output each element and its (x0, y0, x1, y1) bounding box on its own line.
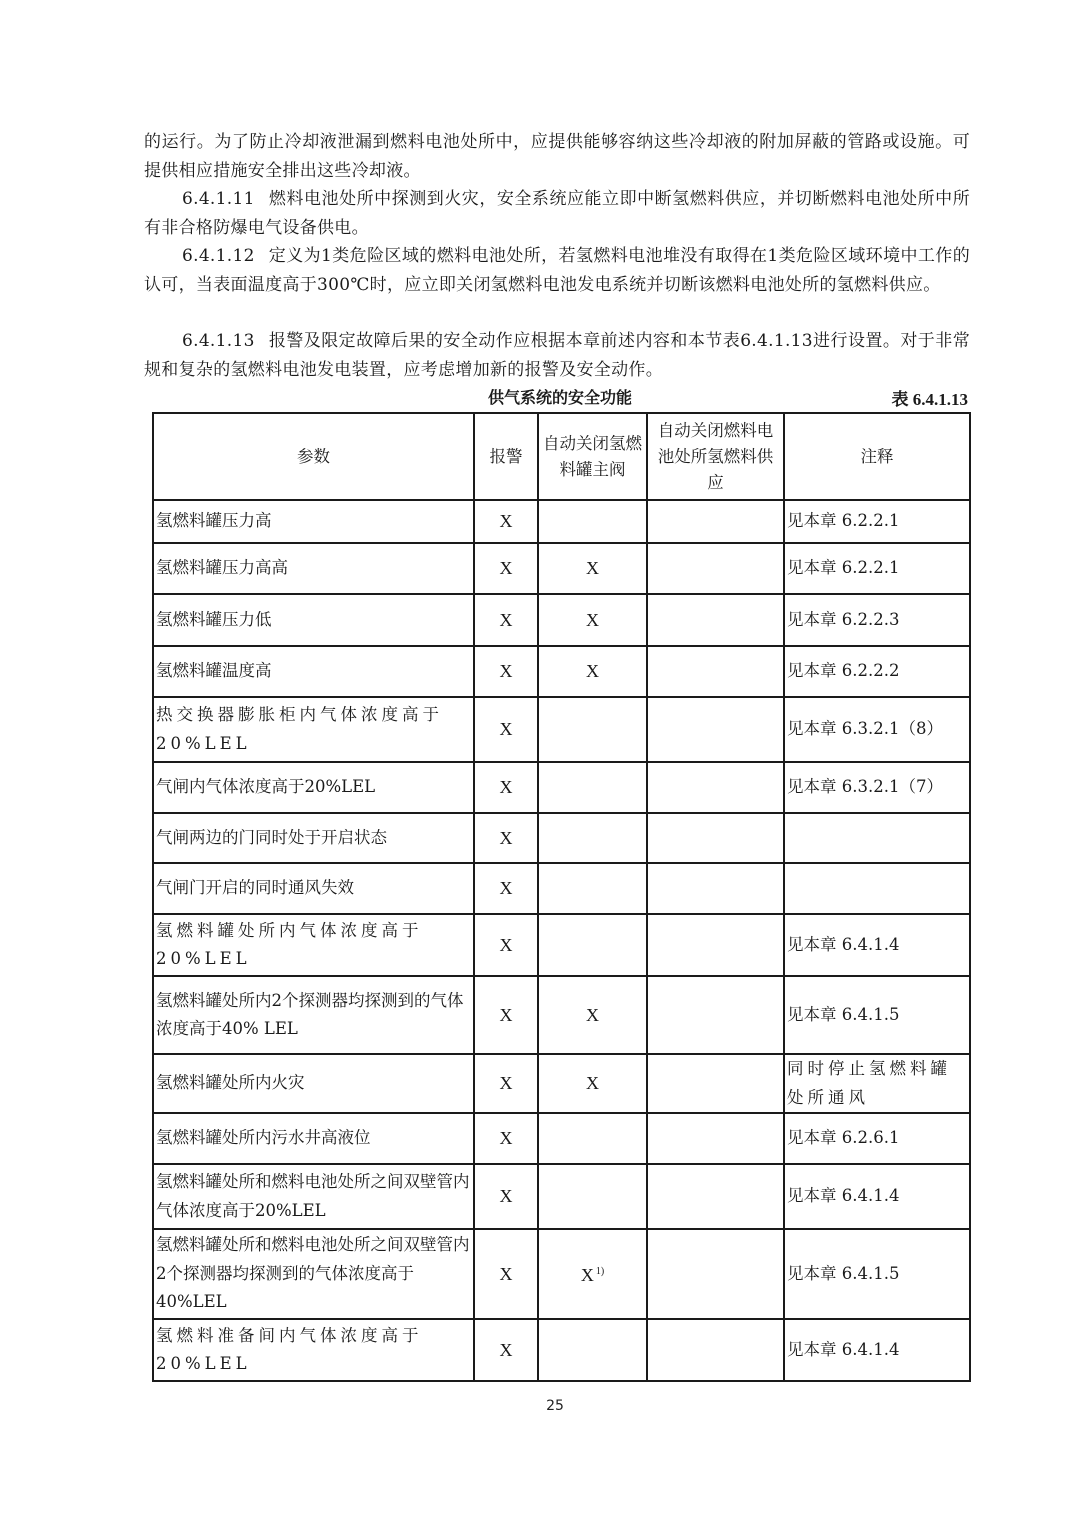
cell-close-main-valve (538, 646, 647, 697)
cell-param: 氢燃料罐压力低 (153, 594, 474, 646)
safety-function-table (152, 412, 971, 1382)
header-close-main-valve: 自动关闭氢燃料罐主阀 (538, 413, 647, 500)
cell-param: 气闸门开启的同时通风失效 (153, 863, 474, 914)
cell-note: 见本章 6.4.1.4 (784, 1319, 970, 1381)
cell-param: 氢燃料准备间内气体浓度高于20%LEL (153, 1319, 474, 1381)
header-alarm: 报警 (474, 413, 538, 500)
cell-close-supply (647, 813, 784, 863)
cell-close-supply (647, 646, 784, 697)
cell-close-main-valve (538, 500, 647, 543)
cell-param: 氢燃料罐处所和燃料电池处所之间双壁管内气体浓度高于20%LEL (153, 1164, 474, 1229)
table-row (153, 594, 970, 646)
clause-text: 燃料电池处所中探测到火灾，安全系统应能立即中断氢燃料供应，并切断燃料电池处所中所有非合格防爆电气设备供电。 (144, 189, 970, 238)
cell-param: 气闸内气体浓度高于20%LEL (153, 762, 474, 813)
cell-close-main-valve (538, 1319, 647, 1381)
cell-close-supply (647, 762, 784, 813)
table-row (153, 1113, 970, 1164)
cell-note: 见本章 6.4.1.4 (784, 1164, 970, 1229)
cell-close-main-valve (538, 914, 647, 976)
cell-close-main-valve-mark: X (586, 609, 599, 630)
cell-param: 氢燃料罐压力高高 (153, 543, 474, 594)
cell-alarm: X (474, 863, 538, 914)
cell-close-supply (647, 863, 784, 914)
cell-param: 热交换器膨胀柜内气体浓度高于20%LEL (153, 697, 474, 762)
cell-note: 见本章 6.2.2.1 (784, 500, 970, 543)
table-header-row (153, 413, 970, 500)
cell-param: 氢燃料罐压力高 (153, 500, 474, 543)
cell-alarm: X (474, 1164, 538, 1229)
cell-note: 见本章 6.3.2.1（8） (784, 697, 970, 762)
paragraph-6-4-1-12 (144, 242, 970, 299)
table-row (153, 762, 970, 813)
cell-close-main-valve (538, 762, 647, 813)
cell-alarm: X (474, 976, 538, 1054)
cell-note: 见本章 6.4.1.5 (784, 1229, 970, 1319)
cell-param: 氢燃料罐处所内气体浓度高于20%LEL (153, 914, 474, 976)
cell-close-main-valve (538, 543, 647, 594)
cell-close-supply (647, 1229, 784, 1319)
cell-alarm: X (474, 500, 538, 543)
cell-alarm: X (474, 762, 538, 813)
table-row (153, 646, 970, 697)
cell-close-main-valve (538, 697, 647, 762)
table-caption: 供气系统的安全功能 (488, 388, 633, 407)
header-close-supply: 自动关闭燃料电池处所氢燃料供应 (647, 413, 784, 500)
cell-alarm: X (474, 646, 538, 697)
cell-note: 见本章 6.2.6.1 (784, 1113, 970, 1164)
cell-close-main-valve (538, 863, 647, 914)
cell-alarm: X (474, 1113, 538, 1164)
cell-close-main-valve (538, 594, 647, 646)
paragraph-continuation: 的运行。为了防止冷却液泄漏到燃料电池处所中，应提供能够容纳这些冷却液的附加屏蔽的管路或设施。可提供相应措施安全排出这些冷却液。 (144, 132, 970, 181)
cell-note: 见本章 6.3.2.1（7） (784, 762, 970, 813)
cell-param: 气闸两边的门同时处于开启状态 (153, 813, 474, 863)
header-param: 参数 (153, 413, 474, 500)
cell-note: 见本章 6.2.2.1 (784, 543, 970, 594)
cell-note: 见本章 6.2.2.2 (784, 646, 970, 697)
cell-alarm: X (474, 813, 538, 863)
clause-number: 6.4.1.11 (182, 189, 255, 209)
cell-close-main-valve (538, 1113, 647, 1164)
table-row (153, 500, 970, 543)
cell-close-supply (647, 976, 784, 1054)
clause-number: 6.4.1.13 (182, 331, 255, 351)
cell-close-supply (647, 1319, 784, 1381)
table-row (153, 543, 970, 594)
cell-close-supply (647, 1113, 784, 1164)
cell-close-supply (647, 1164, 784, 1229)
cell-close-main-valve (538, 1164, 647, 1229)
cell-param: 氢燃料罐处所内火灾 (153, 1054, 474, 1113)
table-row (153, 1054, 970, 1113)
table-row (153, 1229, 970, 1319)
table-row (153, 1319, 970, 1381)
page-number: 25 (546, 1398, 564, 1414)
cell-close-main-valve-mark: X (580, 1265, 594, 1286)
cell-alarm: X (474, 1319, 538, 1381)
cell-param: 氢燃料罐处所和燃料电池处所之间双壁管内2个探测器均探测到的气体浓度高于40%LEL (153, 1229, 474, 1319)
cell-note: 见本章 6.4.1.5 (784, 976, 970, 1054)
table-row (153, 914, 970, 976)
cell-close-supply (647, 1054, 784, 1113)
cell-close-supply (647, 914, 784, 976)
cell-note: 同时停止氢燃料罐处所通风 (784, 1054, 970, 1113)
cell-note: 见本章 6.2.2.3 (784, 594, 970, 646)
header-note: 注释 (784, 413, 970, 500)
cell-close-supply (647, 697, 784, 762)
cell-note (784, 813, 970, 863)
cell-param: 氢燃料罐处所内2个探测器均探测到的气体浓度高于40% LEL (153, 976, 474, 1054)
cell-close-main-valve-mark: X (586, 1073, 599, 1094)
cell-alarm: X (474, 1229, 538, 1319)
cell-alarm: X (474, 697, 538, 762)
clause-text: 报警及限定故障后果的安全动作应根据本章前述内容和本节表6.4.1.13进行设置。对于非常规和复杂的氢燃料电池发电装置，应考虑增加新的报警及安全动作。 (144, 331, 970, 380)
table-row (153, 863, 970, 914)
cell-alarm: X (474, 543, 538, 594)
cell-close-main-valve-mark: X (586, 661, 599, 682)
cell-param: 氢燃料罐温度高 (153, 646, 474, 697)
table-row (153, 697, 970, 762)
cell-note: 见本章 6.4.1.4 (784, 914, 970, 976)
cell-close-main-valve-mark: X (586, 558, 599, 579)
footnote-marker: 1) (595, 1266, 605, 1278)
clause-text: 定义为1类危险区域的燃料电池处所，若氢燃料电池堆没有取得在1类危险区域环境中工作的认可，当表面温度高于300℃时，应立即关闭氢燃料电池发电系统并切断该燃料电池处所的氢燃料供应。 (144, 246, 970, 295)
table-row (153, 1164, 970, 1229)
cell-param: 氢燃料罐处所内污水井高液位 (153, 1113, 474, 1164)
cell-alarm: X (474, 1054, 538, 1113)
table-number: 表 6.4.1.13 (891, 390, 968, 409)
cell-close-supply (647, 594, 784, 646)
cell-close-main-valve (538, 1229, 647, 1319)
cell-close-supply (647, 500, 784, 543)
cell-alarm: X (474, 914, 538, 976)
cell-close-main-valve-mark: X (586, 1004, 599, 1025)
cell-close-main-valve (538, 1054, 647, 1113)
paragraph-6-4-1-11 (144, 185, 970, 242)
table-row (153, 976, 970, 1054)
clause-number: 6.4.1.12 (182, 246, 255, 266)
cell-close-supply (647, 543, 784, 594)
cell-close-main-valve (538, 976, 647, 1054)
paragraph-6-4-1-13 (144, 327, 970, 384)
table-row (153, 813, 970, 863)
cell-close-main-valve (538, 813, 647, 863)
cell-alarm: X (474, 594, 538, 646)
cell-note (784, 863, 970, 914)
